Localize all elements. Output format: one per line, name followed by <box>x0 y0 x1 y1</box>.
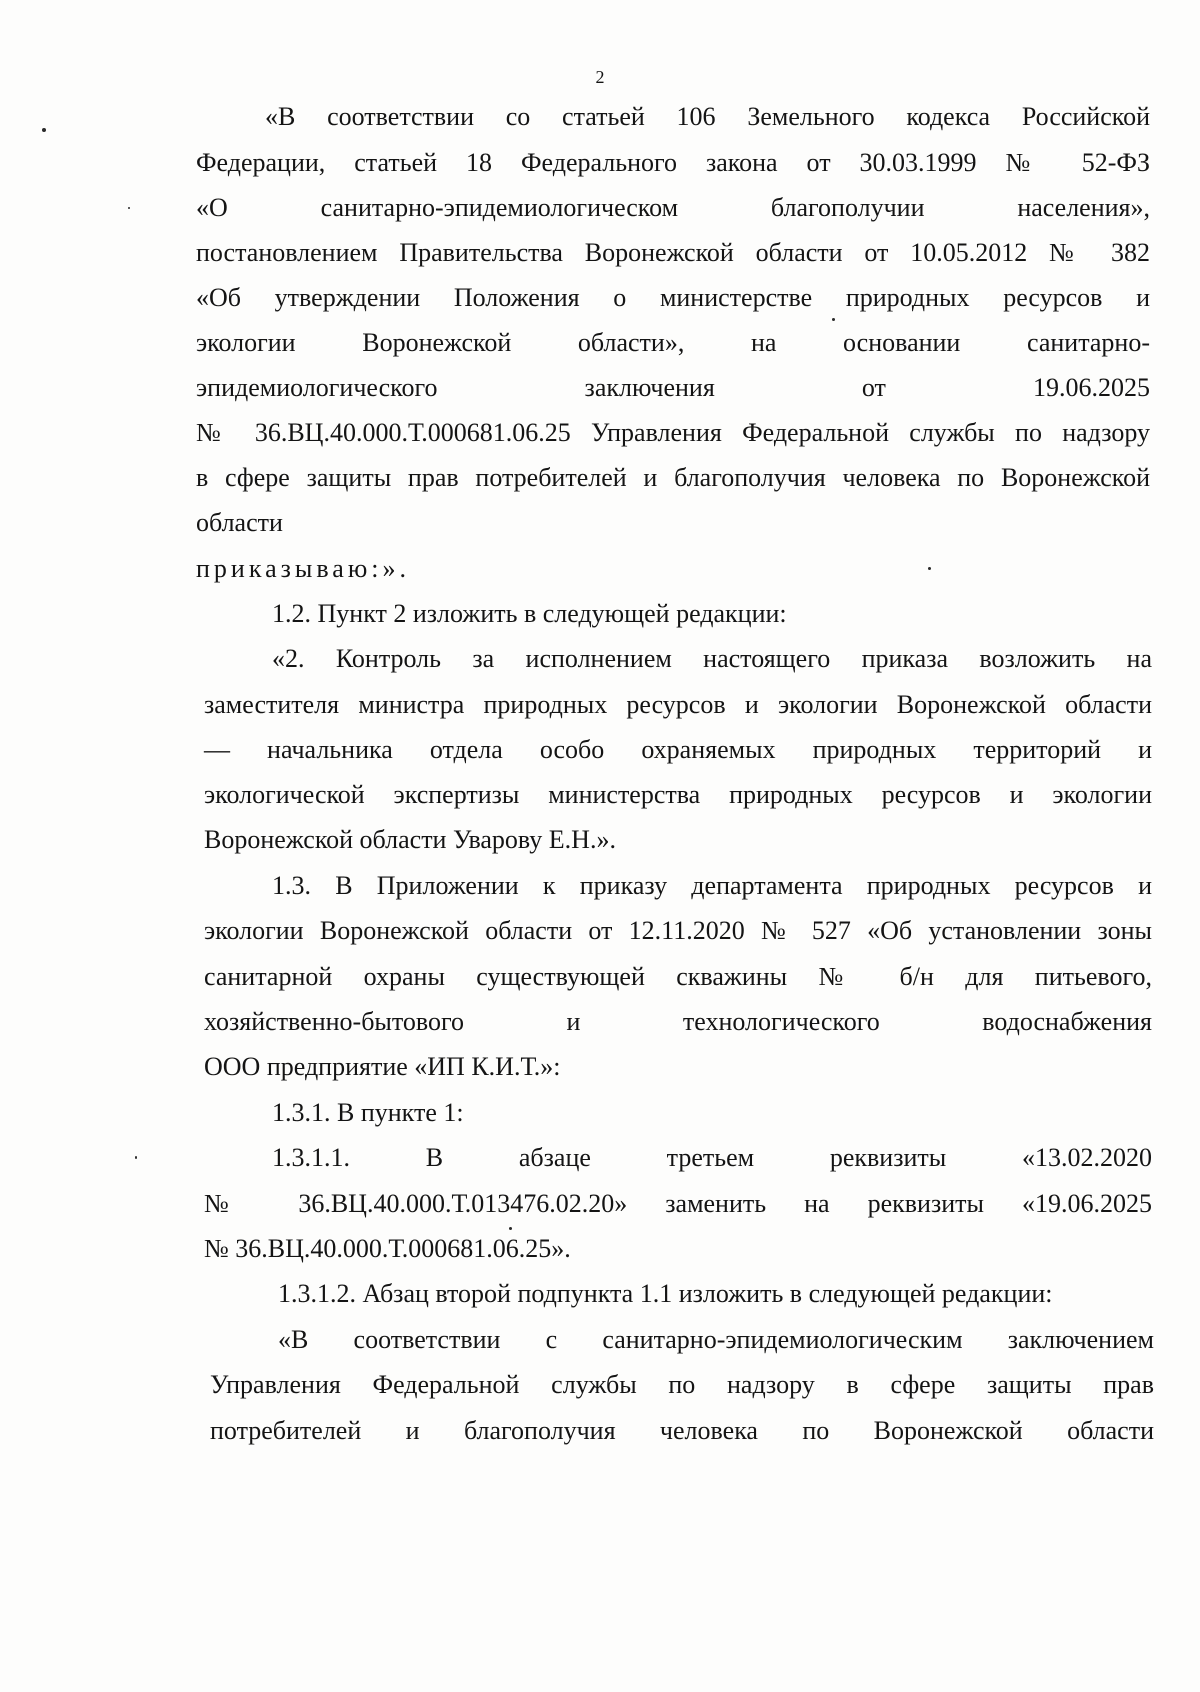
scan-speck <box>509 1227 512 1230</box>
text-line: экологии Воронежской области», на основании санитарно- <box>196 328 1150 357</box>
text-line: ООО предприятие «ИП К.И.Т.»: <box>204 1052 561 1081</box>
scan-speck <box>42 128 46 132</box>
text-line: эпидемиологического заключения от 19.06.2025 <box>196 373 1150 402</box>
text-line: Воронежской области Уварову Е.Н.». <box>204 825 616 854</box>
text-line-spaced: приказываю:». <box>196 554 410 583</box>
scan-speck <box>128 207 130 209</box>
text-line: «О санитарно-эпидемиологическом благополучии населения», <box>196 193 1150 222</box>
scan-speck <box>832 318 835 321</box>
text-line: экологической экспертизы министерства природных ресурсов и экологии <box>204 780 1152 809</box>
page-number: 2 <box>595 67 605 87</box>
text-line: № 36.ВЦ.40.000.Т.000681.06.25 Управления Федеральной службы по надзору <box>196 418 1150 447</box>
text-line: «2. Контроль за исполнением настоящего приказа возложить на <box>272 644 1152 673</box>
text-line: экологии Воронежской области от 12.11.2020 № 527 «Об установлении зоны <box>204 916 1152 945</box>
text-line: Управления Федеральной службы по надзору в сфере защиты прав <box>210 1370 1154 1399</box>
text-line: № 36.ВЦ.40.000.Т.000681.06.25». <box>204 1234 571 1263</box>
text-line: — начальника отдела особо охраняемых природных территорий и <box>204 735 1152 764</box>
text-line: 1.3.1.1. В абзаце третьем реквизиты «13.02.2020 <box>272 1143 1152 1172</box>
text-line: хозяйственно-бытового и технологического водоснабжения <box>204 1007 1152 1036</box>
text-line: № 36.ВЦ.40.000.Т.013476.02.20» заменить на реквизиты «19.06.2025 <box>204 1189 1152 1218</box>
scan-speck <box>928 567 931 570</box>
text-line: 1.3.1. В пункте 1: <box>272 1098 464 1127</box>
text-line: «В соответствии со статьей 106 Земельного кодекса Российской <box>265 102 1150 131</box>
text-line: «Об утверждении Положения о министерстве природных ресурсов и <box>196 283 1150 312</box>
text-line: постановлением Правительства Воронежской области от 10.05.2012 № 382 <box>196 238 1150 267</box>
text-line: 1.3. В Приложении к приказу департамента природных ресурсов и <box>272 871 1152 900</box>
scan-speck <box>135 1156 137 1159</box>
text-line: «В соответствии с санитарно-эпидемиологическим заключением <box>278 1325 1154 1354</box>
text-line: санитарной охраны существующей скважины № б/н для питьевого, <box>204 962 1152 991</box>
text-line: 1.2. Пункт 2 изложить в следующей редакции: <box>272 599 787 628</box>
text-line: заместителя министра природных ресурсов и экологии Воронежской области <box>204 690 1152 719</box>
text-line: 1.3.1.2. Абзац второй подпункта 1.1 изложить в следующей редакции: <box>278 1279 1053 1308</box>
text-line: потребителей и благополучия человека по Воронежской области <box>210 1416 1154 1445</box>
text-line: области <box>196 508 283 537</box>
text-line: в сфере защиты прав потребителей и благополучия человека по Воронежской <box>196 463 1150 492</box>
text-line: Федерации, статьей 18 Федерального закона от 30.03.1999 № 52-ФЗ <box>196 148 1150 177</box>
